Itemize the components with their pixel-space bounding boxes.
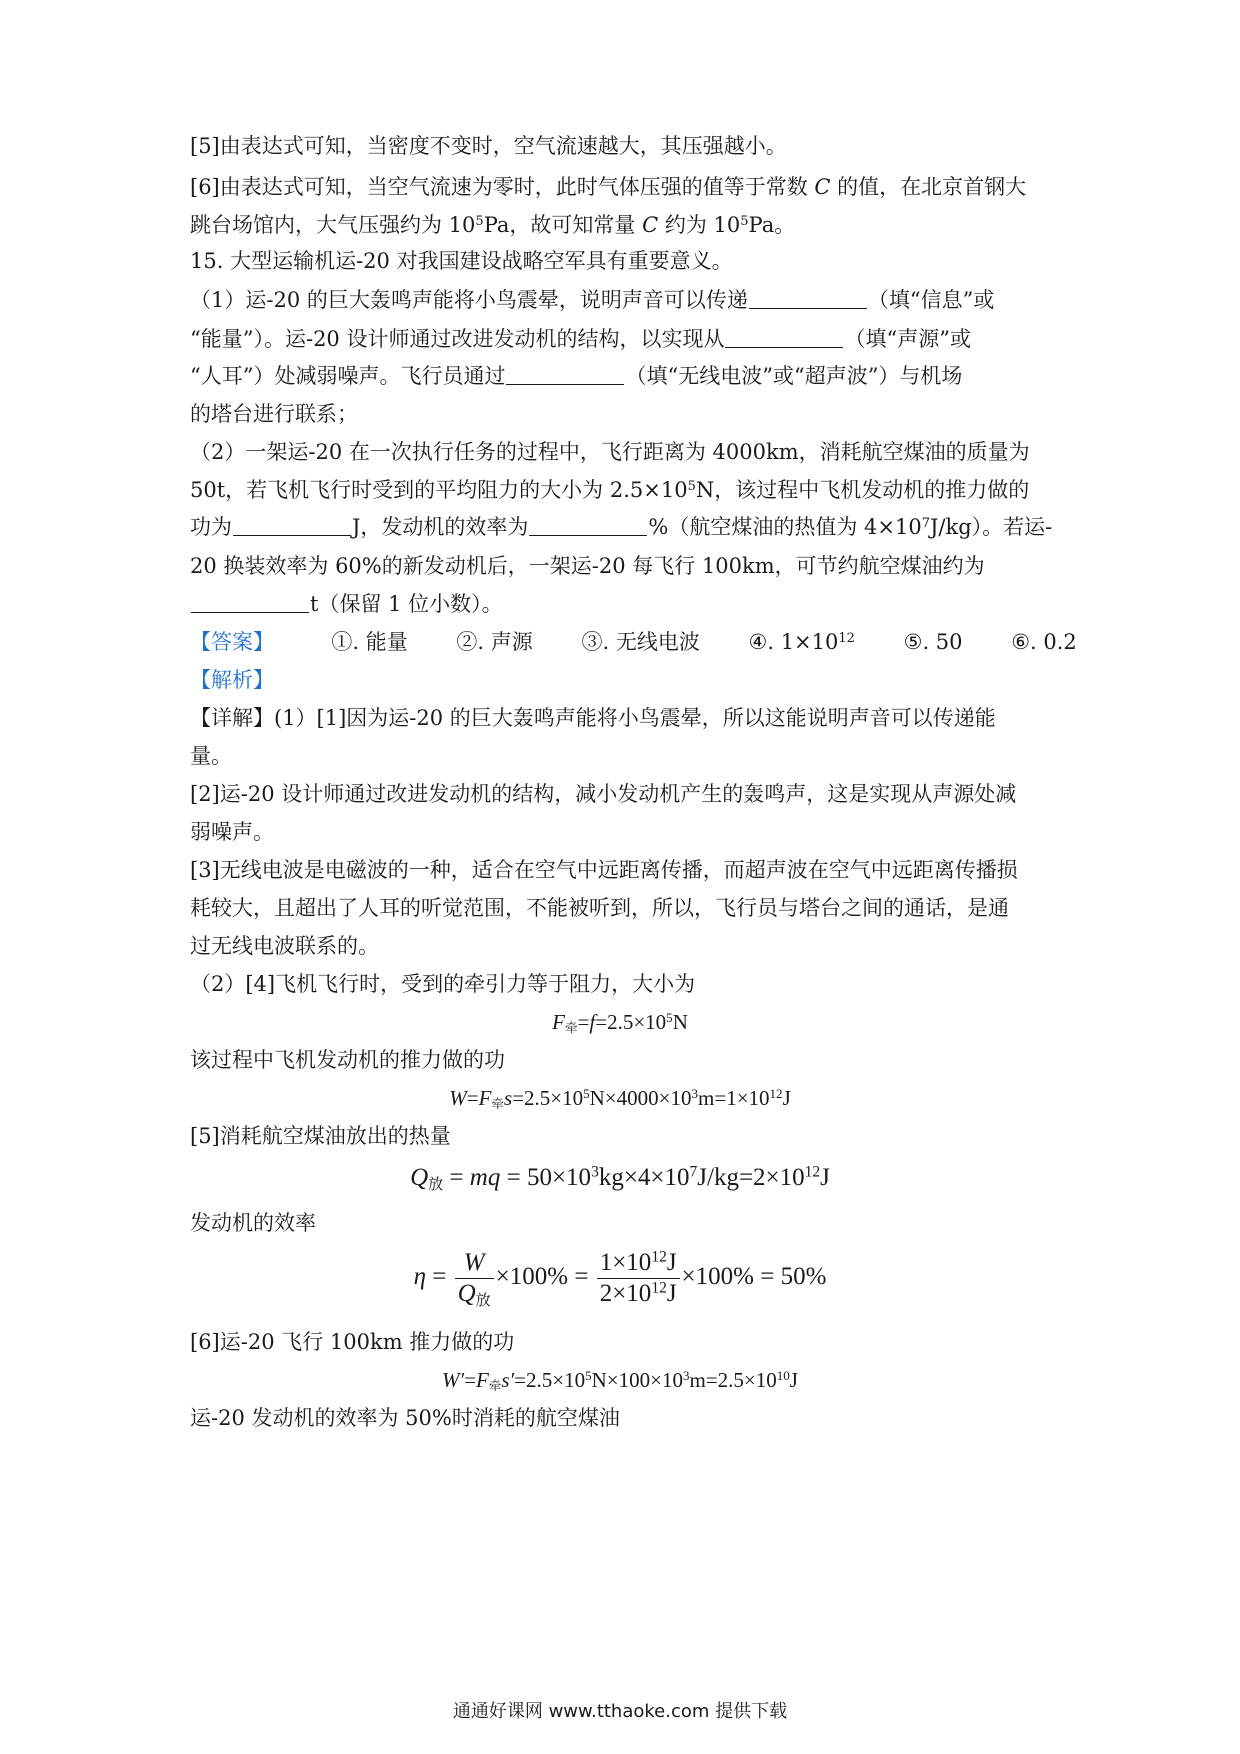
exponent: 5 [740,213,749,229]
text: Pa。 [748,213,796,237]
text: 耗较大，且超出了人耳的听觉范围，不能被听到，所以，飞行员与塔台之间的通话，是通 [190,896,1009,920]
text: = [425,1263,453,1291]
text: （2）一架运-20 在一次执行任务的过程中，飞行距离为 4000km，消耗航空煤油的质量为 [190,440,1030,464]
text: = [443,1164,470,1191]
text: = 50×10 [500,1164,592,1191]
text-line [190,592,503,616]
text: [6]由表达式可知，当空气流速为零时，此时气体压强的值等于常数 [190,175,815,199]
exponent: 5 [687,478,696,494]
text-line [190,288,994,312]
text: 发动机的效率 [190,1211,316,1235]
page-footer [0,1697,1240,1723]
text: = [577,1010,590,1034]
text: = [464,1368,476,1392]
text-line [190,1330,514,1354]
text: J，发动机的效率为 [352,515,529,539]
subscript: 牵 [488,1379,502,1394]
fraction [455,1248,494,1309]
answer-item: ①. 能量 [331,630,408,654]
text: 运-20 发动机的效率为 50%时消耗的航空煤油 [190,1406,620,1430]
question-title [190,249,733,273]
text-line [190,515,1052,539]
numerator [597,1248,680,1279]
answer-item: ⑥. 0.2 [1011,630,1077,654]
answer-item: ⑤. 50 [903,630,963,654]
text: [6]运-20 飞行 100km 推力做的功 [190,1330,515,1354]
answer-blank-1 [749,290,867,309]
exponent: 5 [583,1085,590,1101]
text: J [782,1086,791,1110]
text: 50t，若飞机飞行时受到的平均阻力的大小为 2.5×10 [190,478,688,502]
text-line [190,820,274,844]
text-line [190,858,1018,882]
text: kg×4×10 [598,1164,690,1191]
text: （填“声源”或 [844,327,971,351]
text-line [190,934,379,958]
exponent: 7 [689,1163,698,1181]
text: J [666,1249,677,1276]
text: （填“信息”或 [867,288,995,312]
variable: C [642,213,659,237]
text: 跳台场馆内，大气压强约为 10 [190,213,476,237]
variable: W′ [442,1368,465,1392]
text-line [190,554,985,578]
text: J/kg）。若运- [930,515,1053,539]
answer-item: ③. 无线电波 [581,630,700,654]
variable: mq [469,1164,501,1191]
text: 15. 大型运输机运-20 对我国建设战略空军具有重要意义。 [190,249,733,273]
answer-item: ②. 声源 [456,630,533,654]
exponent: 12 [838,630,855,646]
text-line [190,402,358,426]
exponent: 12 [651,1248,667,1266]
text-line [190,896,1009,920]
exponent: 5 [475,213,484,229]
exponent: 12 [769,1085,783,1101]
text-line [190,1048,505,1072]
text: m=1×10 [698,1086,770,1110]
answer-row [190,630,1077,654]
formula-heat [0,1163,1240,1193]
exponent: 7 [921,515,931,531]
text: J [820,1164,830,1191]
variable: Q [457,1280,476,1307]
text: ×100% = [495,1263,595,1291]
text: N×100×10 [591,1368,683,1392]
exponent: 5 [585,1367,592,1383]
analysis-row [190,668,274,692]
exponent: 5 [666,1009,673,1025]
exponent: 12 [651,1279,667,1297]
exponent: 3 [682,1367,690,1383]
answer-blank-6 [191,594,309,613]
formula-work [0,1086,1240,1110]
text: %（航空煤油的热值为 4×10 [648,515,922,539]
text: = [466,1086,479,1110]
text: [3]无线电波是电磁波的一种，适合在空气中远距离传播，而超声波在空气中远距离传播损 [190,858,1018,882]
formula-traction-force [0,1010,1240,1034]
text-line [190,213,795,237]
text-line [190,972,695,996]
text: “能量”）。运-20 设计师通过改进发动机的结构，以实现从 [190,327,725,351]
variable: f [589,1010,596,1034]
subscript: 牵 [564,1021,578,1036]
answer-item [749,630,855,654]
subscript: 牵 [491,1097,504,1112]
text: ×100% = 50% [681,1263,827,1291]
text: [2]运-20 设计师通过改进发动机的结构，减小发动机产生的轰鸣声，这是实现从声源处减 [190,782,1017,806]
answer-tag: 【答案】 [190,630,274,654]
variable: s [504,1086,513,1110]
variable: C [814,175,831,199]
variable: F [478,1086,492,1110]
text: 【详解】(1）[1]因为运-20 的巨大轰鸣声能将小鸟震晕，所以这能说明声音可以传递能 [190,706,996,730]
denominator [455,1279,494,1309]
fraction [597,1248,680,1309]
variable: W [463,1249,485,1276]
footer-text: 通通好课网 www.tthaoke.com 提供下载 [452,1701,788,1722]
text: 1×10 [599,1249,652,1276]
text: 的塔台进行联系； [190,402,358,426]
text-line [190,440,1030,464]
text: Pa，故可知常量 [483,213,643,237]
text: N [672,1010,688,1034]
text: t（保留 1 位小数）。 [310,592,503,616]
answer-item-text: ④. 1×10 [748,630,839,654]
numerator [455,1248,494,1279]
text: 该过程中飞机发动机的推力做的功 [190,1048,505,1072]
text: =2.5×10 [514,1368,586,1392]
text: m=2.5×10 [689,1368,777,1392]
text: “人耳”）处减弱噪声。飞行员通过 [190,364,506,388]
answer-blank-4 [233,517,351,536]
text: （2）[4]飞机飞行时，受到的牵引力等于阻力，大小为 [190,972,696,996]
text: 过无线电波联系的。 [190,934,379,958]
text: 的值，在北京首钢大 [830,175,1027,199]
exponent: 3 [691,1085,699,1101]
text: [5]由表达式可知，当密度不变时，空气流速越大，其压强越小。 [190,134,787,158]
text-line [190,175,1026,199]
text: N×4000×10 [589,1086,692,1110]
exponent: 3 [591,1163,599,1181]
exponent: 10 [776,1367,790,1383]
text-line [190,744,232,768]
formula-work-100km [0,1368,1240,1392]
text-line [190,134,787,158]
text-line [190,478,1029,502]
variable: F [552,1010,565,1034]
variable: Q [410,1164,429,1191]
text: 2×10 [599,1280,652,1307]
subscript: 放 [475,1292,491,1309]
text-line [190,782,1016,806]
text: 功为 [190,515,232,539]
text: J [789,1368,798,1392]
text-line [190,706,996,730]
subscript: 放 [428,1176,444,1193]
text: =2.5×10 [595,1010,667,1034]
text: （1）运-20 的巨大轰鸣声能将小鸟震晕，说明声音可以传递 [190,288,748,312]
text: J/kg=2×10 [697,1164,805,1191]
text: =2.5×10 [512,1086,584,1110]
text: 20 换装效率为 60%的新发动机后，一架运-20 每飞行 100km，可节约航空煤油约为 [190,554,985,578]
answer-blank-2 [725,329,843,348]
answer-blank-3 [506,366,624,385]
denominator [597,1279,680,1309]
variable: η [413,1263,426,1291]
analysis-tag: 【解析】 [190,668,274,692]
text: N，该过程中飞机发动机的推力做的 [695,478,1030,502]
text: J [666,1280,677,1307]
text-line [190,327,971,351]
variable: F [475,1368,489,1392]
text: 量。 [190,744,232,768]
answer-blank-5 [529,517,647,536]
text-line [190,1124,451,1148]
text-line [190,1211,316,1235]
text-line [190,364,962,388]
text: （填“无线电波”或“超声波”）与机场 [625,364,963,388]
exponent: 12 [804,1163,821,1181]
text: 约为 10 [658,213,741,237]
variable: s′ [501,1368,515,1392]
text: 弱噪声。 [190,820,274,844]
formula-efficiency [0,1248,1240,1309]
variable: W [449,1086,467,1110]
text: [5]消耗航空煤油放出的热量 [190,1124,451,1148]
text-line [190,1406,620,1430]
